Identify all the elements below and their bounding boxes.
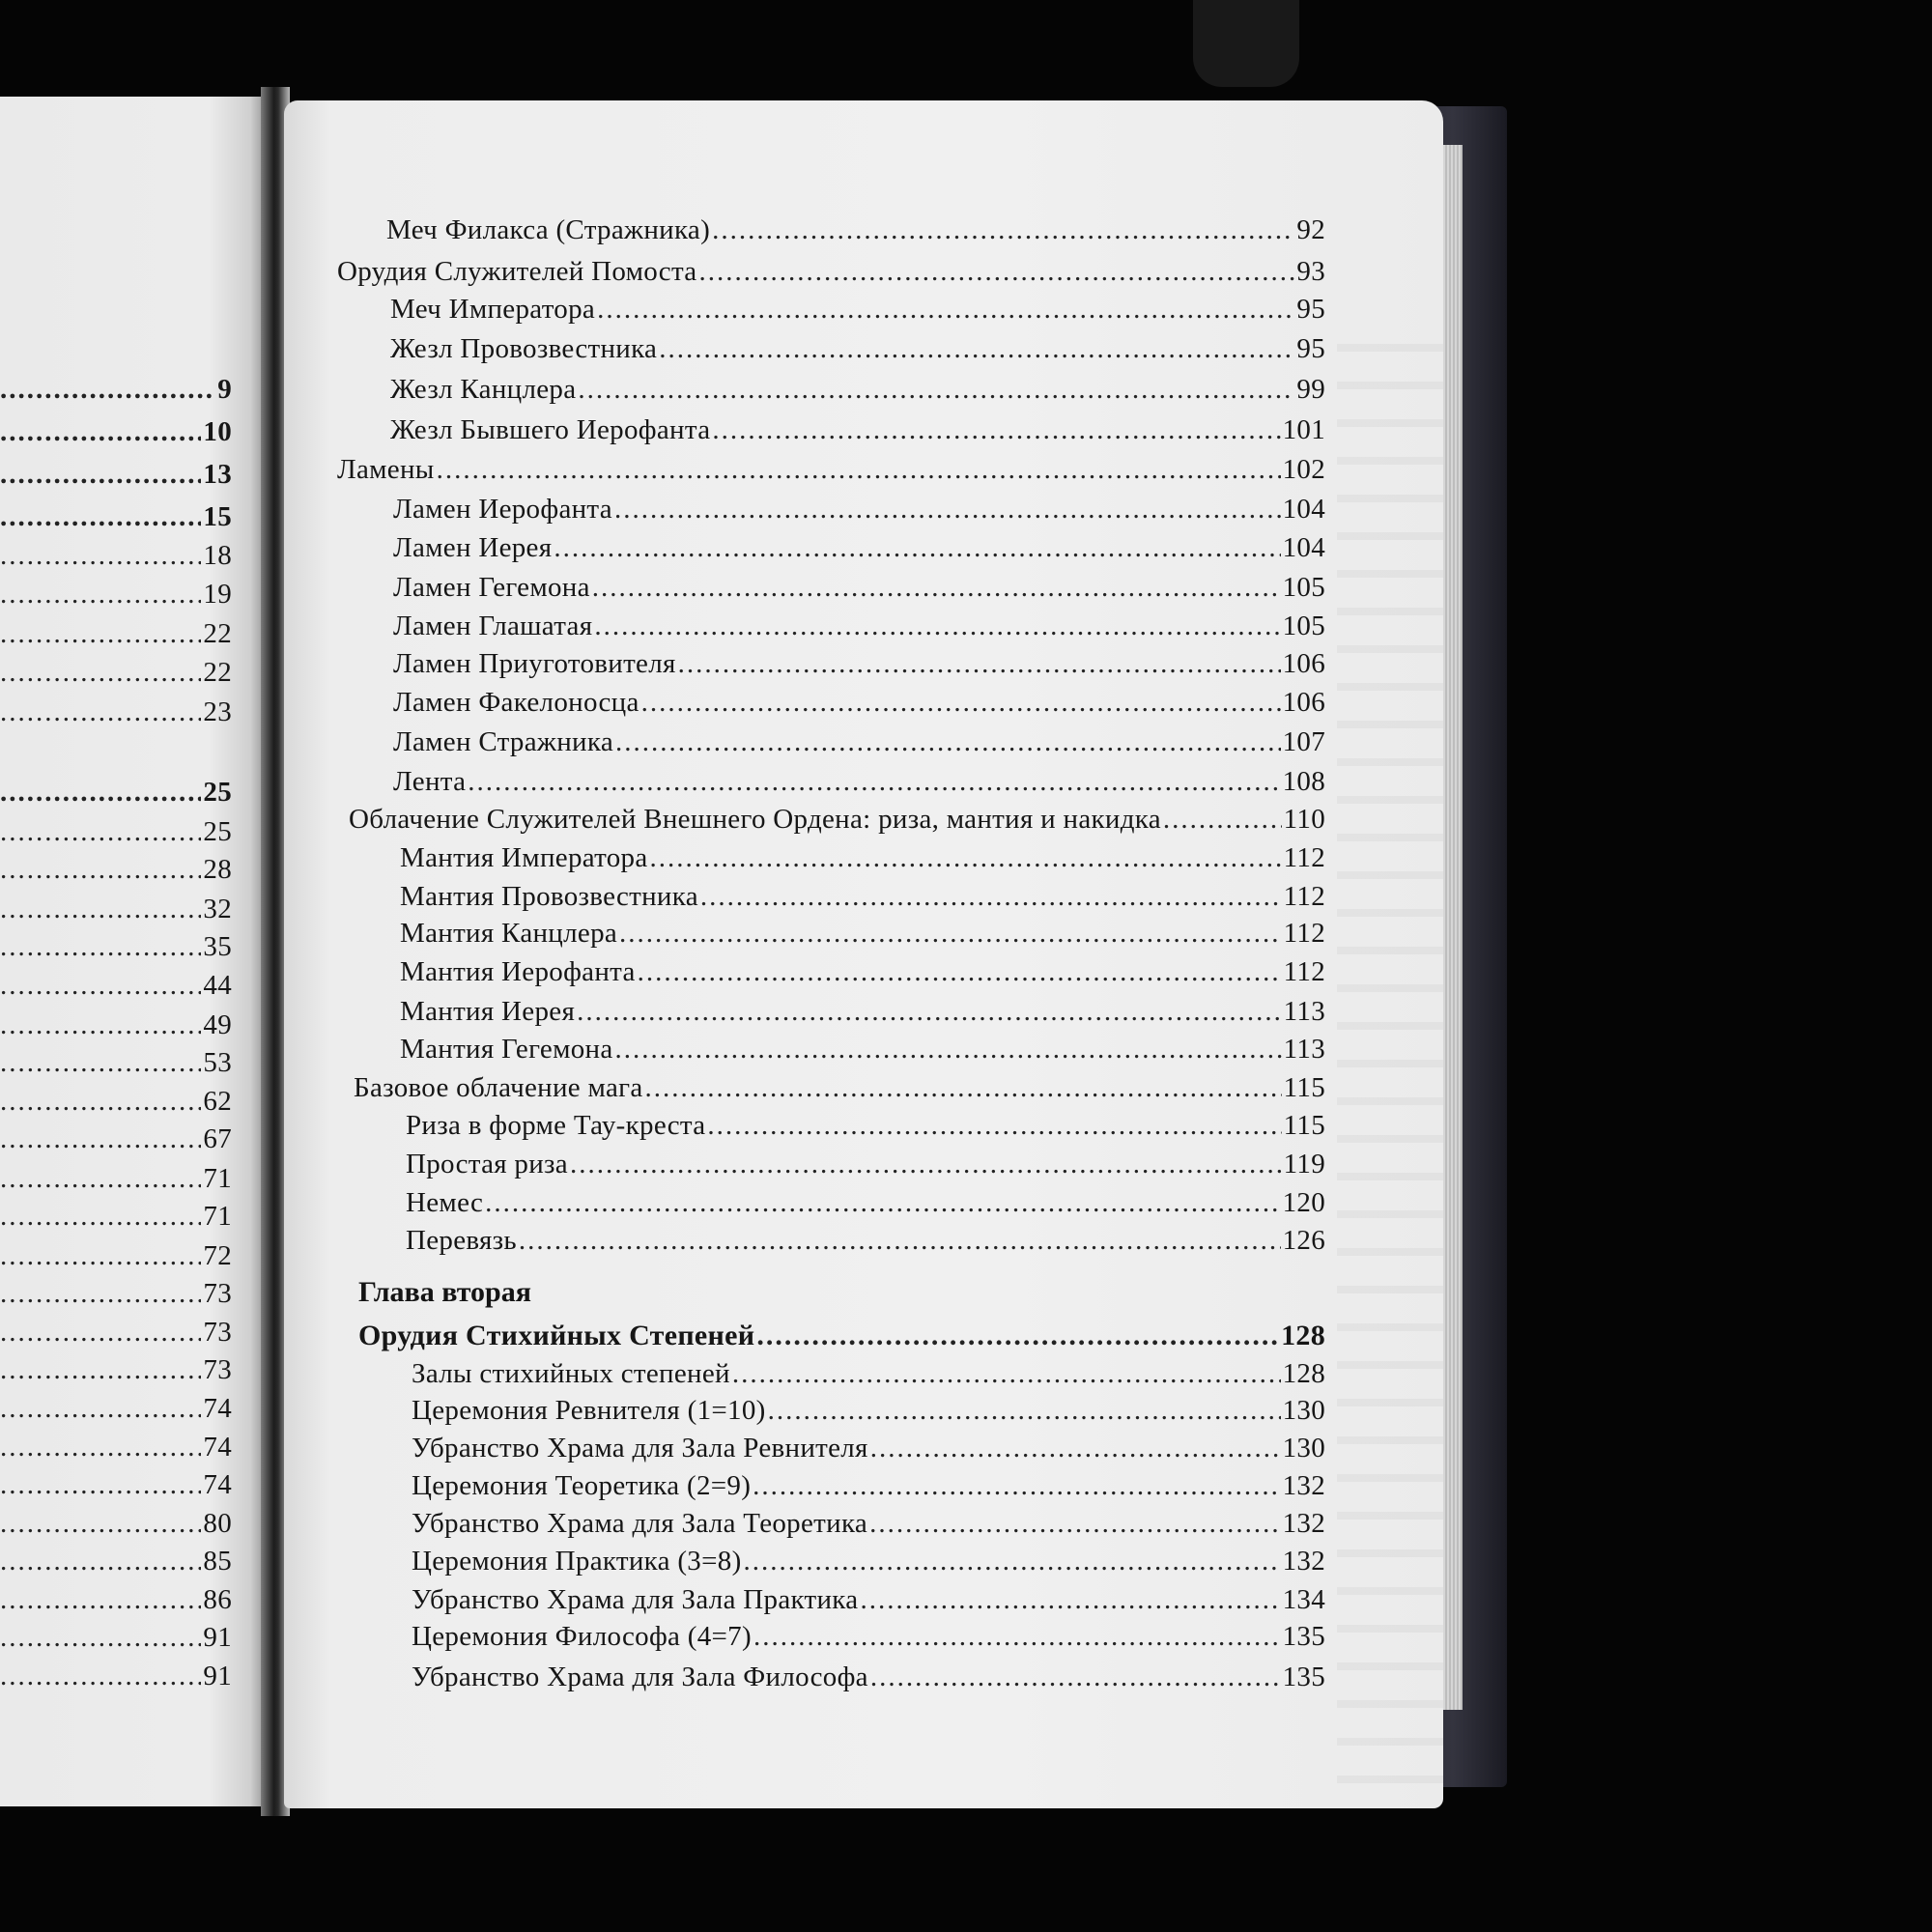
toc-page-number: 135 bbox=[1282, 1621, 1325, 1652]
toc-subsection-row bbox=[412, 1470, 1325, 1505]
toc-subsection-row bbox=[406, 1149, 1325, 1183]
dot-leader bbox=[0, 1047, 201, 1079]
left-toc-row bbox=[0, 657, 232, 692]
toc-entry-title: Простая риза bbox=[406, 1149, 568, 1179]
toc-subsection-row bbox=[393, 726, 1325, 761]
left-toc-row bbox=[0, 1354, 232, 1389]
left-toc-row bbox=[0, 1009, 232, 1044]
toc-entry-title: Мантия Иерея bbox=[400, 996, 576, 1027]
toc-subsection-row bbox=[406, 1187, 1325, 1222]
toc-page-number: 9 bbox=[217, 374, 232, 405]
toc-page-number: 132 bbox=[1282, 1470, 1325, 1501]
dot-leader bbox=[753, 1621, 1281, 1653]
left-toc-row bbox=[0, 894, 232, 928]
dot-leader bbox=[485, 1187, 1280, 1219]
toc-page-number: 49 bbox=[203, 1009, 232, 1040]
toc-subsection-row bbox=[400, 842, 1325, 877]
toc-subsection-row bbox=[400, 996, 1325, 1031]
toc-entry-title: Мантия Императора bbox=[400, 842, 648, 873]
toc-entry-title: Лента bbox=[393, 766, 467, 797]
dot-leader bbox=[712, 414, 1280, 446]
dot-leader bbox=[0, 501, 201, 533]
toc-page-number: 112 bbox=[1283, 842, 1325, 873]
dot-leader bbox=[0, 1086, 201, 1118]
left-toc-row bbox=[0, 1661, 232, 1695]
toc-subsection-row bbox=[412, 1358, 1325, 1393]
toc-page-number: 128 bbox=[1282, 1358, 1325, 1389]
toc-subsection-row bbox=[406, 1225, 1325, 1260]
toc-subsection-row bbox=[393, 532, 1325, 567]
left-toc-row bbox=[0, 540, 232, 575]
toc-page-number: 73 bbox=[203, 1317, 232, 1348]
dot-leader bbox=[659, 333, 1294, 365]
left-toc-row bbox=[0, 579, 232, 613]
toc-page-number: 15 bbox=[203, 501, 232, 532]
left-toc-row bbox=[0, 1584, 232, 1619]
left-toc-row bbox=[0, 1469, 232, 1504]
show-through-text bbox=[1337, 323, 1443, 1808]
dot-leader bbox=[700, 881, 1282, 913]
toc-entry-title: Убранство Храма для Зала Философа bbox=[412, 1662, 868, 1692]
dot-leader bbox=[597, 294, 1294, 326]
dot-leader bbox=[0, 1393, 201, 1425]
left-toc-row bbox=[0, 1086, 232, 1121]
toc-subsection-row bbox=[393, 648, 1325, 683]
toc-entry-title: Меч Императора bbox=[390, 294, 596, 325]
toc-entry-title: Ламен Факелоносца bbox=[393, 687, 639, 718]
toc-page-number: 128 bbox=[1281, 1320, 1325, 1351]
toc-page-number: 126 bbox=[1282, 1225, 1325, 1256]
dot-leader bbox=[0, 894, 201, 925]
dot-leader bbox=[0, 459, 201, 491]
toc-subsection-row bbox=[390, 414, 1325, 449]
toc-subsection-row bbox=[412, 1584, 1325, 1619]
toc-entry-title: Церемония Философа (4=7) bbox=[412, 1621, 752, 1652]
dot-leader bbox=[0, 1622, 201, 1654]
toc-entry-title: Мантия Иерофанта bbox=[400, 956, 636, 987]
dot-leader bbox=[0, 579, 201, 611]
toc-page-number: 13 bbox=[203, 459, 232, 490]
dot-leader bbox=[0, 416, 201, 448]
toc-page-number: 120 bbox=[1282, 1187, 1325, 1218]
toc-page-number: 73 bbox=[203, 1354, 232, 1385]
toc-page-number: 107 bbox=[1282, 726, 1325, 757]
toc-page-number: 62 bbox=[203, 1086, 232, 1117]
toc-entry-title: Облачение Служителей Внешнего Ордена: риза, мантия и накидка bbox=[349, 804, 1161, 835]
toc-chapter-row bbox=[358, 1320, 1325, 1354]
toc-page-number: 22 bbox=[203, 618, 232, 649]
toc-page-number: 110 bbox=[1283, 804, 1325, 835]
toc-page-number: 134 bbox=[1282, 1584, 1325, 1615]
toc-entry-title: Базовое облачение мага bbox=[354, 1072, 643, 1103]
toc-subsection-row bbox=[393, 687, 1325, 722]
toc-subsection-row bbox=[390, 294, 1325, 328]
toc-page-number: 112 bbox=[1283, 881, 1325, 912]
dot-leader bbox=[570, 1149, 1282, 1180]
dot-leader bbox=[0, 1163, 201, 1195]
left-toc-row bbox=[0, 1123, 232, 1158]
toc-entry-title: Ламен Иерофанта bbox=[393, 494, 612, 525]
dot-leader bbox=[0, 374, 215, 406]
dot-leader bbox=[756, 1320, 1279, 1352]
toc-subsection-row bbox=[400, 881, 1325, 916]
toc-page-number: 99 bbox=[1296, 374, 1325, 405]
toc-entry-title: Ламен Гегемона bbox=[393, 572, 590, 603]
toc-entry-title: Ламен Приуготовителя bbox=[393, 648, 676, 679]
toc-page-number: 93 bbox=[1296, 256, 1325, 287]
toc-page-number: 80 bbox=[203, 1508, 232, 1539]
toc-entry-title: Мантия Канцлера bbox=[400, 918, 618, 949]
dot-leader bbox=[712, 214, 1294, 246]
dot-leader bbox=[0, 657, 201, 689]
dot-leader bbox=[437, 454, 1281, 486]
left-toc-row bbox=[0, 1432, 232, 1466]
toc-page-number: 135 bbox=[1282, 1662, 1325, 1692]
toc-entry-title: Церемония Практика (3=8) bbox=[412, 1546, 742, 1577]
dot-leader bbox=[870, 1662, 1281, 1693]
toc-page-number: 71 bbox=[203, 1163, 232, 1194]
dot-leader bbox=[0, 1123, 201, 1155]
toc-entry-title: Орудия Служителей Помоста bbox=[337, 256, 697, 287]
toc-entry-title: Ламен Глашатая bbox=[393, 611, 593, 641]
left-toc-row bbox=[0, 1317, 232, 1351]
toc-page-number: 53 bbox=[203, 1047, 232, 1078]
toc-page-number: 108 bbox=[1282, 766, 1325, 797]
toc-page-number: 104 bbox=[1282, 532, 1325, 563]
dot-leader bbox=[650, 842, 1282, 874]
left-toc-row bbox=[0, 1201, 232, 1236]
left-toc-row bbox=[0, 1546, 232, 1580]
toc-subsection-row bbox=[400, 956, 1325, 991]
toc-page-number: 67 bbox=[203, 1123, 232, 1154]
toc-page-number: 10 bbox=[203, 416, 232, 447]
bookmark-ribbon bbox=[1193, 0, 1299, 87]
toc-entry-title: Ламены bbox=[337, 454, 435, 485]
toc-entry-title: Убранство Храма для Зала Теоретика bbox=[412, 1508, 868, 1539]
toc-entry-title: Мантия Гегемона bbox=[400, 1034, 613, 1065]
toc-subsection-row bbox=[412, 1546, 1325, 1580]
toc-page-number: 18 bbox=[203, 540, 232, 571]
toc-subsection-row bbox=[406, 1110, 1325, 1145]
chapter-label: Глава вторая bbox=[358, 1276, 531, 1308]
dot-leader bbox=[614, 494, 1281, 526]
dot-leader bbox=[638, 956, 1282, 988]
toc-page-number: 112 bbox=[1283, 956, 1325, 987]
dot-leader bbox=[707, 1110, 1281, 1142]
dot-leader bbox=[768, 1395, 1281, 1427]
dot-leader bbox=[578, 374, 1294, 406]
dot-leader bbox=[0, 1278, 201, 1310]
dot-leader bbox=[641, 687, 1281, 719]
toc-subsection-row bbox=[393, 494, 1325, 528]
toc-entry-title: Церемония Теоретика (2=9) bbox=[412, 1470, 752, 1501]
toc-page-number: 119 bbox=[1283, 1149, 1325, 1179]
toc-subsection-row bbox=[412, 1433, 1325, 1467]
left-toc-row bbox=[0, 618, 232, 653]
toc-section-row bbox=[337, 454, 1325, 489]
dot-leader bbox=[0, 1661, 201, 1692]
toc-entry-title: Перевязь bbox=[406, 1225, 517, 1256]
left-toc-row bbox=[0, 696, 232, 731]
left-toc-row bbox=[0, 970, 232, 1005]
dot-leader bbox=[0, 1240, 201, 1272]
dot-leader bbox=[594, 611, 1280, 642]
toc-entry-title: Жезл Канцлера bbox=[390, 374, 577, 405]
dot-leader bbox=[577, 996, 1282, 1028]
toc-page-number: 106 bbox=[1282, 687, 1325, 718]
dot-leader bbox=[554, 532, 1280, 564]
dot-leader bbox=[0, 931, 201, 963]
dot-leader bbox=[0, 696, 201, 728]
dot-leader bbox=[0, 1584, 201, 1616]
toc-page-number: 32 bbox=[203, 894, 232, 924]
toc-subsection-row bbox=[412, 1662, 1325, 1696]
left-toc-row bbox=[0, 854, 232, 889]
toc-page-number: 101 bbox=[1282, 414, 1325, 445]
toc-section-row bbox=[349, 804, 1325, 838]
toc-subsection-row bbox=[393, 572, 1325, 607]
toc-entry-title: Жезл Провозвестника bbox=[390, 333, 658, 364]
toc-entry-title: Ламен Стражника bbox=[393, 726, 613, 757]
toc-page-number: 132 bbox=[1282, 1508, 1325, 1539]
toc-page-number: 92 bbox=[1296, 214, 1325, 245]
toc-page-number: 95 bbox=[1296, 294, 1325, 325]
toc-entry-title: Залы стихийных степеней bbox=[412, 1358, 730, 1389]
toc-subsection-row bbox=[412, 1621, 1325, 1656]
toc-page-number: 22 bbox=[203, 657, 232, 688]
left-toc-row bbox=[0, 416, 232, 451]
toc-subsection-row bbox=[412, 1395, 1325, 1430]
toc-page-number: 115 bbox=[1283, 1072, 1325, 1103]
toc-entry-title: Ламен Иерея bbox=[393, 532, 553, 563]
toc-subsection-row bbox=[390, 374, 1325, 409]
dot-leader bbox=[698, 256, 1294, 288]
toc-page-number: 35 bbox=[203, 931, 232, 962]
toc-entry-title: Убранство Храма для Зала Практика bbox=[412, 1584, 859, 1615]
toc-page-number: 72 bbox=[203, 1240, 232, 1271]
left-toc-row bbox=[0, 1240, 232, 1275]
toc-page-number: 85 bbox=[203, 1546, 232, 1577]
toc-page-number: 132 bbox=[1282, 1546, 1325, 1577]
toc-page-number: 25 bbox=[203, 777, 232, 808]
toc-page-number: 130 bbox=[1282, 1433, 1325, 1463]
dot-leader bbox=[0, 540, 201, 572]
dot-leader bbox=[753, 1470, 1280, 1502]
dot-leader bbox=[468, 766, 1280, 798]
toc-entry-title: Меч Филакса (Стражника) bbox=[386, 214, 711, 245]
toc-subsection-row bbox=[400, 918, 1325, 952]
dot-leader bbox=[645, 1072, 1282, 1104]
toc-page-number: 71 bbox=[203, 1201, 232, 1232]
toc-subsection-row bbox=[400, 1034, 1325, 1068]
toc-page-number: 130 bbox=[1282, 1395, 1325, 1426]
dot-leader bbox=[0, 1432, 201, 1463]
toc-entry-title: Церемония Ревнителя (1=10) bbox=[412, 1395, 766, 1426]
left-toc-row bbox=[0, 777, 232, 811]
toc-page-number: 113 bbox=[1283, 996, 1325, 1027]
dot-leader bbox=[869, 1508, 1281, 1540]
dot-leader bbox=[870, 1433, 1281, 1464]
dot-leader bbox=[744, 1546, 1281, 1577]
left-toc-row bbox=[0, 1622, 232, 1657]
dot-leader bbox=[0, 816, 201, 848]
toc-page-number: 19 bbox=[203, 579, 232, 610]
toc-page-number: 86 bbox=[203, 1584, 232, 1615]
toc-page-number: 112 bbox=[1283, 918, 1325, 949]
toc-page-number: 74 bbox=[203, 1469, 232, 1500]
left-toc-row bbox=[0, 374, 232, 409]
toc-entry-title: Риза в форме Тау-креста bbox=[406, 1110, 706, 1141]
left-toc-row bbox=[0, 1278, 232, 1313]
toc-entry-title: Убранство Храма для Зала Ревнителя bbox=[412, 1433, 868, 1463]
toc-section-row bbox=[337, 256, 1325, 291]
dot-leader bbox=[0, 1201, 201, 1233]
toc-subsection-row bbox=[393, 611, 1325, 645]
toc-entry-title: Орудия Стихийных Степеней bbox=[358, 1320, 755, 1351]
left-toc-row bbox=[0, 1393, 232, 1428]
toc-page-number: 106 bbox=[1282, 648, 1325, 679]
toc-page-number: 25 bbox=[203, 816, 232, 847]
left-toc-row bbox=[0, 1508, 232, 1543]
dot-leader bbox=[592, 572, 1281, 604]
dot-leader bbox=[0, 854, 201, 886]
toc-page-number: 95 bbox=[1296, 333, 1325, 364]
dot-leader bbox=[615, 1034, 1282, 1065]
toc-page-number: 44 bbox=[203, 970, 232, 1001]
toc-subsection-row bbox=[393, 766, 1325, 801]
toc-page-number: 105 bbox=[1282, 572, 1325, 603]
dot-leader bbox=[0, 1546, 201, 1577]
dot-leader bbox=[0, 1009, 201, 1041]
dot-leader bbox=[0, 1508, 201, 1540]
toc-subsection-row bbox=[386, 214, 1325, 249]
toc-subsection-row bbox=[390, 333, 1325, 368]
dot-leader bbox=[619, 918, 1282, 950]
dot-leader bbox=[0, 970, 201, 1002]
toc-subsection-row bbox=[412, 1508, 1325, 1543]
toc-page-number: 91 bbox=[203, 1622, 232, 1653]
toc-page-number: 23 bbox=[203, 696, 232, 727]
left-toc-row bbox=[0, 1047, 232, 1082]
toc-page-number: 102 bbox=[1282, 454, 1325, 485]
dot-leader bbox=[860, 1584, 1280, 1616]
toc-entry-title: Жезл Бывшего Иерофанта bbox=[390, 414, 711, 445]
dot-leader bbox=[0, 1317, 201, 1349]
toc-section-row bbox=[354, 1072, 1325, 1107]
toc-page-number: 104 bbox=[1282, 494, 1325, 525]
toc-page-number: 28 bbox=[203, 854, 232, 885]
toc-entry-title: Мантия Провозвестника bbox=[400, 881, 698, 912]
toc-page-number: 105 bbox=[1282, 611, 1325, 641]
dot-leader bbox=[0, 1469, 201, 1501]
toc-page-number: 74 bbox=[203, 1393, 232, 1424]
dot-leader bbox=[519, 1225, 1281, 1257]
toc-page-number: 113 bbox=[1283, 1034, 1325, 1065]
right-page bbox=[284, 100, 1443, 1808]
dot-leader bbox=[678, 648, 1281, 680]
dot-leader bbox=[615, 726, 1281, 758]
toc-page-number: 73 bbox=[203, 1278, 232, 1309]
toc-entry-title: Немес bbox=[406, 1187, 484, 1218]
left-toc-row bbox=[0, 816, 232, 851]
toc-page-number: 74 bbox=[203, 1432, 232, 1463]
left-toc-row bbox=[0, 1163, 232, 1198]
left-toc-row bbox=[0, 459, 232, 494]
dot-leader bbox=[1163, 804, 1282, 836]
left-toc-row bbox=[0, 501, 232, 536]
dot-leader bbox=[0, 777, 201, 809]
toc-page-number: 91 bbox=[203, 1661, 232, 1691]
dot-leader bbox=[732, 1358, 1281, 1390]
left-toc-row bbox=[0, 931, 232, 966]
dot-leader bbox=[0, 618, 201, 650]
toc-page-number: 115 bbox=[1283, 1110, 1325, 1141]
left-page bbox=[0, 97, 261, 1806]
dot-leader bbox=[0, 1354, 201, 1386]
